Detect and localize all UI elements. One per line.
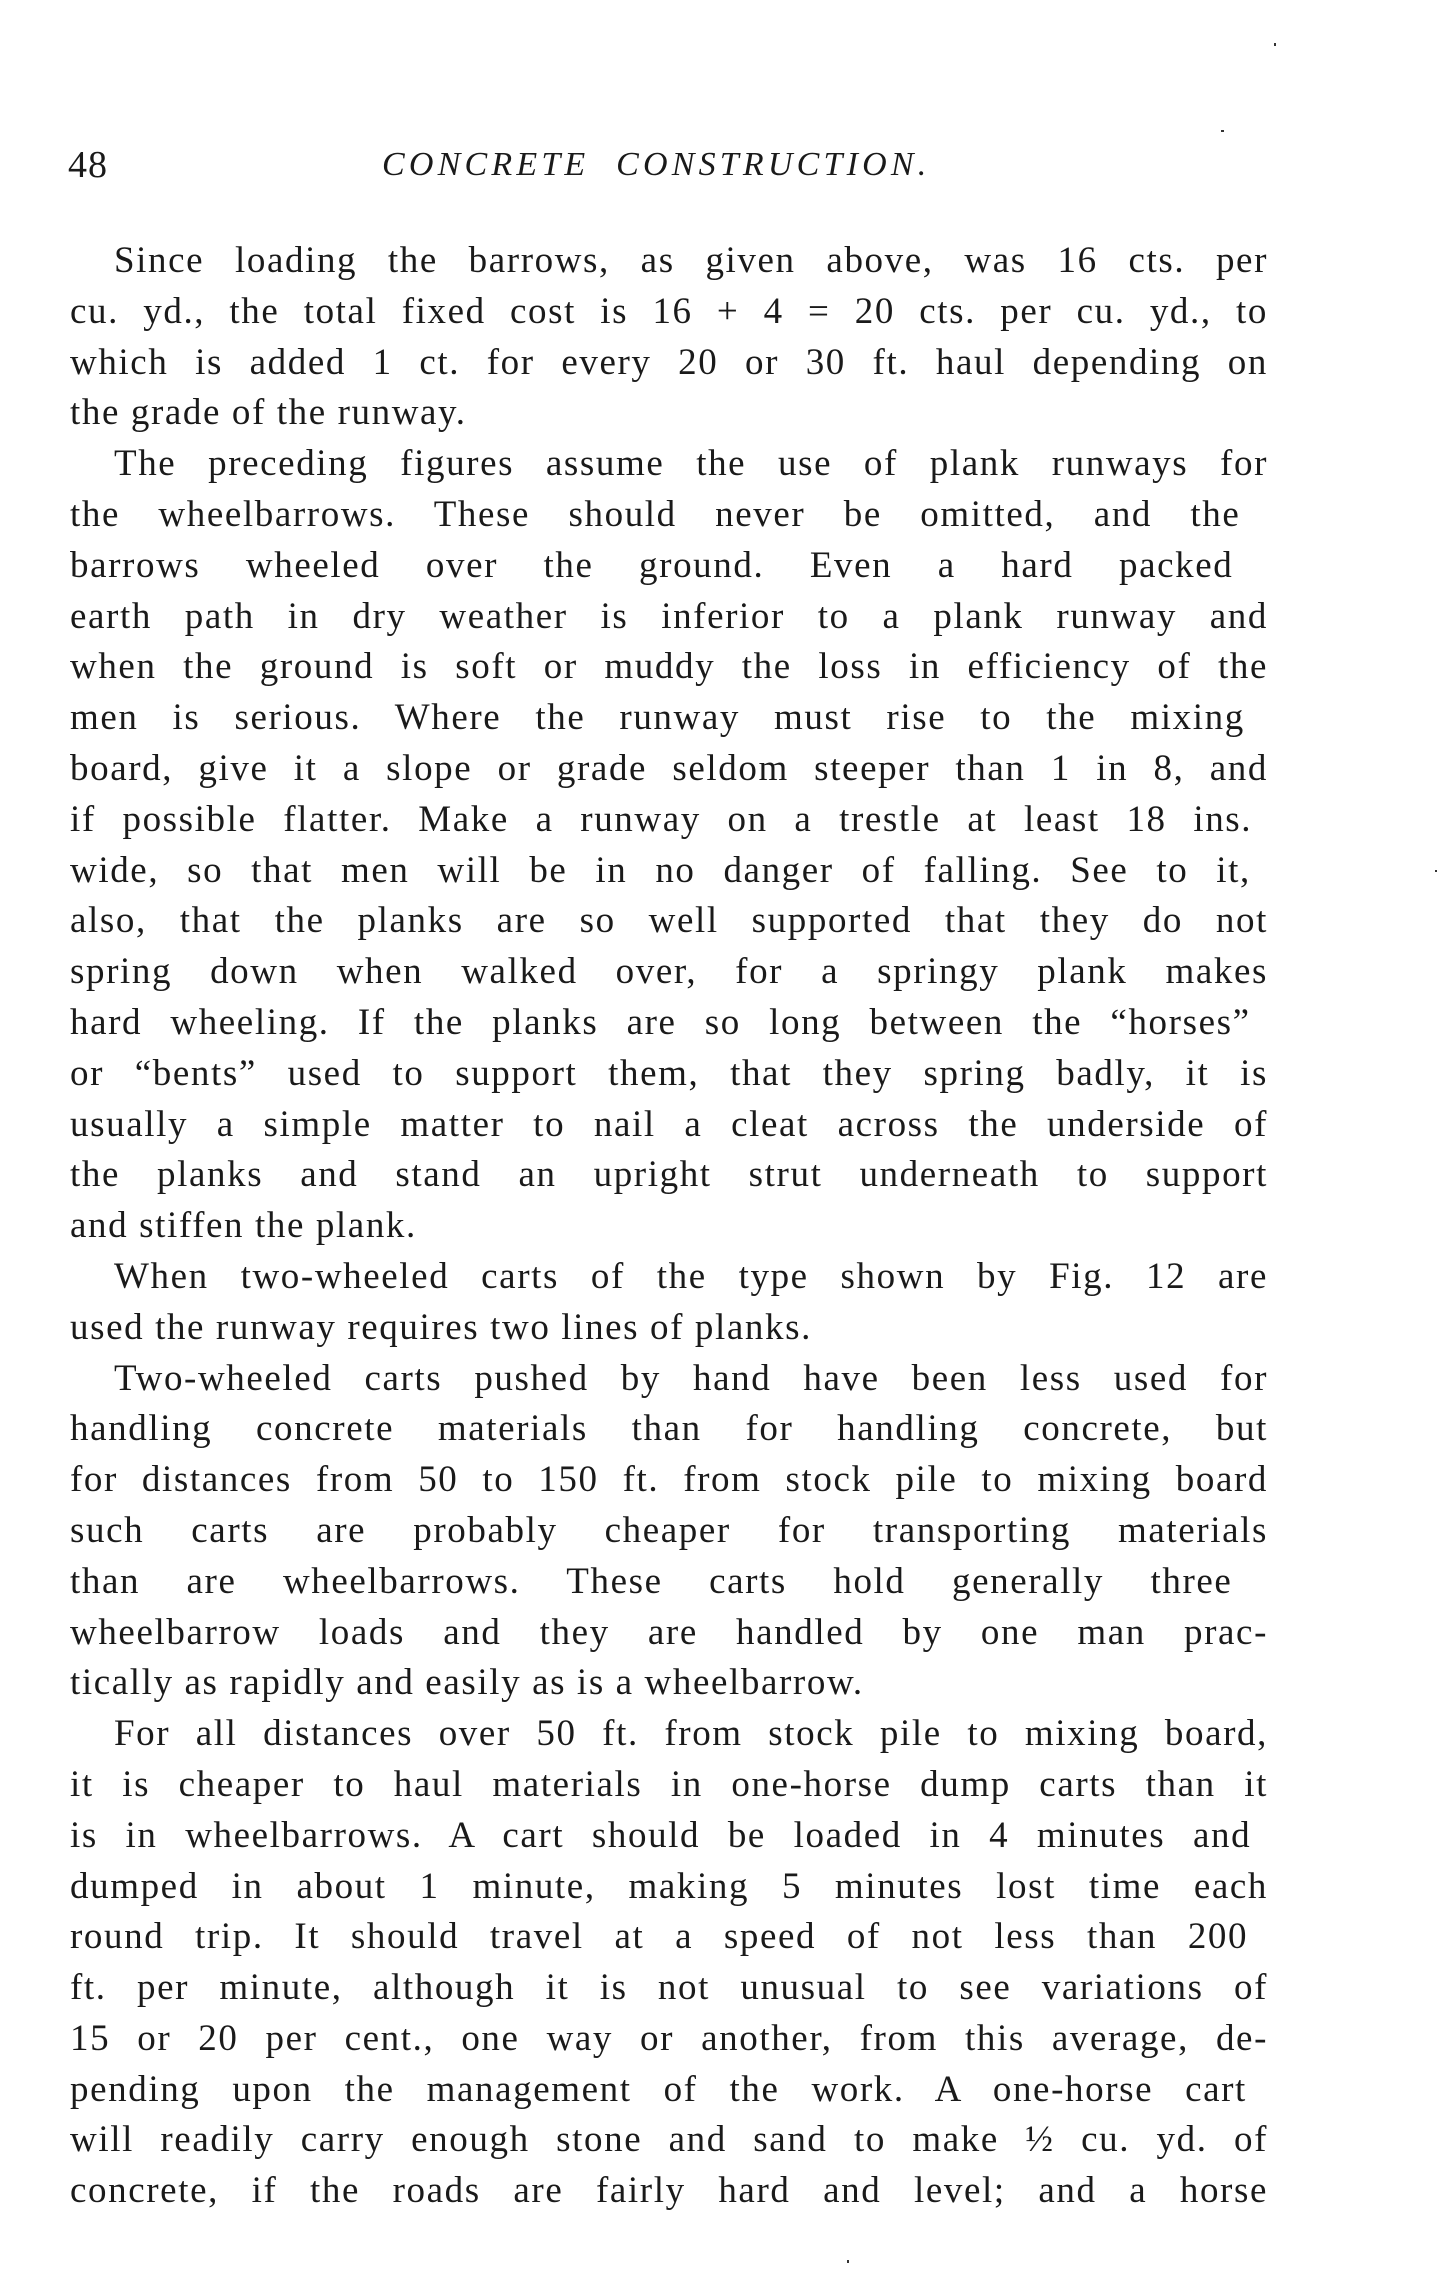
text-line: usually a simple matter to nail a cleat across the underside of [70, 1103, 1268, 1145]
paragraph [70, 1709, 1268, 2217]
text-line: 15 or 20 per cent., one way or another, from this average, de- [70, 2017, 1268, 2059]
text-line: board, give it a slope or grade seldom steeper than 1 in 8, and [70, 747, 1268, 789]
text-line: When two-wheeled carts of the type shown by Fig. 12 are [114, 1255, 1268, 1297]
scan-speck [1435, 870, 1437, 872]
text-line: also, that the planks are so well supported that they do not [70, 900, 1268, 942]
text-line: ft. per minute, although it is not unusual to see variations of [70, 1967, 1268, 2009]
text-line: it is cheaper to haul materials in one-horse dump carts than it [70, 1763, 1268, 1805]
text-line: round trip. It should travel at a speed of not less than 200 [70, 1916, 1249, 1958]
text-line: dumped in about 1 minute, making 5 minutes lost time each [70, 1865, 1268, 1907]
text-line: hard wheeling. If the planks are so long between the “horses” [70, 1001, 1251, 1043]
paragraph [70, 1354, 1268, 1710]
running-title: CONCRETE CONSTRUCTION. [382, 146, 931, 183]
text-line: the wheelbarrows. These should never be omitted, and the [70, 493, 1241, 535]
text-line: cu. yd., the total fixed cost is 16 + 4 = 20 cts. per cu. yd., to [70, 290, 1268, 332]
text-line: spring down when walked over, for a springy plank makes [70, 951, 1268, 993]
text-line: For all distances over 50 ft. from stock pile to mixing board, [114, 1713, 1268, 1755]
scan-speck [1221, 130, 1224, 132]
text-line: will readily carry enough stone and sand to make ½ cu. yd. of [70, 2119, 1268, 2161]
text-line: if possible flatter. Make a runway on a trestle at least 18 ins. [70, 798, 1253, 840]
text-line: for distances from 50 to 150 ft. from stock pile to mixing board [70, 1459, 1268, 1501]
text-line: and stiffen the plank. [70, 1205, 417, 1247]
text-line: than are wheelbarrows. These carts hold generally three [70, 1560, 1233, 1602]
text-line: which is added 1 ct. for every 20 or 30 ft. haul depending on [70, 341, 1268, 383]
text-line: The preceding figures assume the use of plank runways for [114, 443, 1268, 485]
text-line: Two-wheeled carts pushed by hand have been less used for [114, 1357, 1268, 1399]
text-line: the grade of the runway. [70, 392, 467, 434]
paragraph [70, 439, 1268, 1252]
running-head [68, 140, 1268, 190]
text-line: tically as rapidly and easily as is a wheelbarrow. [70, 1662, 864, 1704]
paragraph [70, 1252, 1268, 1354]
body-text [70, 236, 1268, 2217]
text-line: or “bents” used to support them, that they spring badly, it is [70, 1052, 1268, 1094]
text-line: barrows wheeled over the ground. Even a hard packed [70, 544, 1234, 586]
text-line: when the ground is soft or muddy the loss in efficiency of the [70, 646, 1268, 688]
page-number: 48 [68, 144, 108, 186]
text-line: men is serious. Where the runway must rise to the mixing [70, 697, 1245, 739]
text-line: pending upon the management of the work. A one-horse cart [70, 2068, 1247, 2110]
text-line: Since loading the barrows, as given above, was 16 cts. per [114, 240, 1268, 281]
paragraph [70, 236, 1268, 439]
text-line: handling concrete materials than for handling concrete, but [70, 1408, 1268, 1450]
text-line: is in wheelbarrows. A cart should be loaded in 4 minutes and [70, 1814, 1252, 1856]
text-line: wide, so that men will be in no danger of falling. See to it, [70, 849, 1251, 891]
text-line: earth path in dry weather is inferior to a plank runway and [70, 595, 1268, 637]
scan-speck [847, 2260, 849, 2263]
text-line: the planks and stand an upright strut underneath to support [70, 1154, 1268, 1196]
text-line: such carts are probably cheaper for transporting materials [70, 1509, 1268, 1551]
text-line: concrete, if the roads are fairly hard and level; and a horse [70, 2170, 1268, 2212]
scan-speck [1274, 43, 1276, 46]
text-line: used the runway requires two lines of planks. [70, 1306, 812, 1348]
text-line: wheelbarrow loads and they are handled by one man prac- [70, 1611, 1268, 1653]
